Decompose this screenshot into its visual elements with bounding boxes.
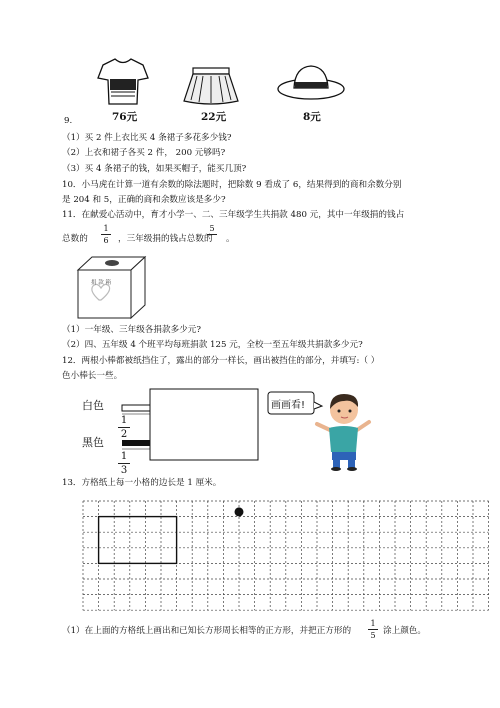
q10-line1: 10．小马虎在计算一道有余数的除法题时，把除数 9 看成了 6，结果得到的商和余数分别 — [62, 180, 402, 190]
q12-line2: 色小棒长一些。 — [62, 371, 123, 381]
q9-sub3: （3）买 4 条裙子的钱，如果买帽子，能买几顶? — [62, 164, 247, 174]
shirt-price: 76元 — [112, 111, 138, 123]
q11-fraction-1: 1 6 — [101, 224, 111, 245]
q11-line1: 11．在献爱心活动中，育才小学一、二、三年级学生共捐款 480 元，其中一年级捐的钱占 — [62, 210, 405, 220]
bubble-text: 画画看! — [271, 400, 306, 411]
q11-sub1: （1）一年级、三年级各捐款多少元? — [62, 325, 201, 335]
black-stick-label: 黑色 — [82, 436, 104, 449]
q12-line1: 12．两根小棒都被纸挡住了，露出的部分一样长，画出被挡住的部分，并填写:（ ） — [62, 356, 380, 366]
white-stick-label: 白色 — [82, 399, 104, 412]
q13-sub1-a: （1）在上面的方格纸上画出和已知长方形周长相等的正方形，并把正方形的 — [62, 626, 352, 636]
donation-box-label: 捐 款 箱 — [91, 280, 111, 286]
skirt-price: 22元 — [201, 111, 227, 123]
q9-sub1: （1）买 2 件上衣比买 4 条裙子多花多少钱? — [62, 133, 232, 143]
q11-line2-c: 。 — [226, 234, 235, 244]
q11-fraction-2: 5 — [207, 224, 217, 236]
q13-fraction: 1 5 — [368, 619, 378, 640]
q13-sub1-b: 涂上颜色。 — [383, 626, 426, 636]
q11-sub2: （2）四、五年级 4 个班平均每班捐款 125 元，全校一至五年级共捐款多少元? — [62, 340, 363, 350]
white-fraction: 1 2 — [118, 415, 130, 440]
q9-number: 9. — [64, 116, 73, 126]
q11-line2-a: 总数的 — [62, 234, 88, 244]
hat-price: 8元 — [303, 111, 321, 123]
q13-line1: 13．方格纸上每一小格的边长是 1 厘米。 — [62, 478, 222, 488]
q10-line2: 是 204 和 5，正确的商和余数应该是多少? — [62, 195, 226, 205]
q11-line2-b: ，三年级捐的钱占总数的 — [118, 234, 213, 244]
q9-sub2: （2）上衣和裙子各买 2 件， 200 元够吗? — [62, 148, 226, 158]
grid-dot — [235, 507, 244, 516]
given-rectangle — [99, 517, 177, 564]
black-fraction: 1 3 — [118, 451, 130, 476]
